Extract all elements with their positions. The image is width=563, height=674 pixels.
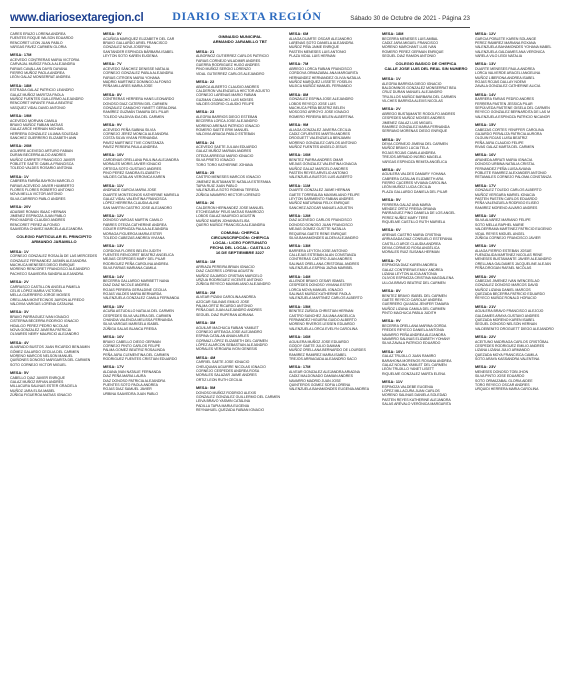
mesa-label: MESA: 9M xyxy=(289,122,309,127)
text-column-5 xyxy=(382,32,470,674)
member-names: ACEVEDO SÁNCHEZ DENISSE NATALIA CORNEJO GONZALEZ PABLA ALEJANDRA FARIAS CITROEN MARIA YOHANA MADRID MARTINEZ DOMINGO ALFONSO PEÑA MILLARES MARIA JOSE xyxy=(103,66,174,89)
mesa-block xyxy=(10,310,98,336)
mesa-block xyxy=(289,335,377,361)
date-page-line: Sábado 30 de Octubre de 2021 - Página 23 xyxy=(350,15,470,22)
mesa-block xyxy=(10,84,98,110)
member-names: CARDENAS ORELLANA PAULINA ALEJANDRA MORALES MORIS JAVIER IGNACIO ORTEGA SOTO GUSTAVO ANDRES PINO PEREZ SANDRA ELIZABETH VALDES CATALAN VERONICA KAREN xyxy=(103,157,179,180)
member-names: DIAZ ACEVEDO CARLOS FRANCISCO DONOSO DONOSO JUAN FRANCISCO MEJIAS GOMEZ GUSTTE NATALIA REQUENA GAETE RENE ENRIQUE SILVA BAHAMONDES ALDEN ALEJANDRO xyxy=(289,218,359,240)
mesa-block xyxy=(10,144,98,170)
member-names: CONTRERAS HERRERA HANS LEONARDO DONOSO DIAZ CATERIN DEL CARMEN GONZALEZ CAMACHO YANETT GERALDINA RAMÍREZ GUZMÁN TAMARA DEL PILAR TOLEDO VALDIVIA IDA DEL CARMEN xyxy=(103,97,177,119)
member-names: GONZALEZ ESPINA JOSE ALEJANDRO LOBOS REYECO JOSE LUIS MACHUCA PEÑA BEATRIZ BELEN MOSCOSO ARROYO JOSE IGNACIO ROMERO PEREIRA BELEN ALBERTINA xyxy=(289,97,354,119)
member-names: GALAZ TRUJILLO JUAN RAMIRO BARAHONA MORENOS ROXANA ANDREA GALAZ NOLINA YAMILET DEL CARMEN LEÓN TRUJILLO YANET LISETT RIQUELME GONZALEZ MARTA ELENA xyxy=(382,354,452,376)
member-names: AGUILAR MACHUCA FABIAN YAMILET CORNEJO ARTEAGA JOSE ALEJANDRO ESPINA CATALAN ANIAN ARLES GORMAZ LÓPEZ ELIZABETH DEL CARMEN LÓPEZ ALARCON SEBASTIAN ALEJANDRO MORALES VERGARA IVON GENESIS xyxy=(196,325,268,352)
member-names: ABREGO LORCA FABIAN FRANCISCO CORDOVA ORMAZABAL ANA MARGARITA HERNANDEZ HERNANDEZ OLIVIA NATALIA MUÑOZ MARQUEZ LISSETE YOSELIN MUJICA MUÑOZ MANUEL FERNANDO xyxy=(289,66,361,89)
section-heading: COLEGIO BASICO DE CHEPICA CALLE JOSE LUIS DEL REAL SIN NUMERO xyxy=(384,61,468,72)
member-names: DONOSO MUÑOZ RODRIGO ALEXIS GONZALEZ GONZALEZ GUILLERMO DEL CARMEN LEIVA BRAVO YASMIN CATALINA PADILLA TAPIA MARIA EUGENIA REYNAHUEL QUEZADA FABIAN IGNACIO xyxy=(196,390,281,413)
member-names: BECERRA ORELLANA MARINA GORDA FREDES REYECO DANIELA ANTONIA NAVARRO PEÑA ANDREA ALEJANDRA NAVARRO SALINAS ELIZABETH YOHANY SILVA ZAVALA PATRICIO EDUARDO xyxy=(382,324,451,346)
masthead-title: DIARIO SEXTA REGIÓN xyxy=(172,9,322,23)
member-names: GARCIA POBLETE KAREN SOLANGE PEREZ RAMIREZ MARIANA ROXANA VALENZUELA BAHAMONDES YOHANA MABEL VALENZUELA GALDAMES ANA VERONICA VARELA VILO LEIDI NATALIA xyxy=(475,36,552,58)
mesa-label: MESA: 22 xyxy=(196,79,215,84)
member-names: AGUILERA VALDES DAMARY YOHANA CABRERA CATALAN ELIZABETH ARA FIERRO CACERES VIVIANA CAROLINA LEÓN MUÑOZ LUCIA CECILIA PLAZA GALLARDO DANIELA DEL PILAR xyxy=(382,172,448,194)
site-url[interactable]: www.diariosextaregion.cl xyxy=(10,12,144,24)
mesa-label: MESA: 16M xyxy=(289,335,311,340)
mesa-label: MESA: 10V xyxy=(103,153,124,158)
member-names: BECERRA MENESES LUIS AMBAL CADIZ JARA MIGUEL FRANCISCO MORENO MARCHANT LUIS IVAN ROMERO PEREZ GERMAN ENRIQUE SEGUEL DIAZ RAMON ANTONIO xyxy=(382,36,444,58)
section-heading: COMUNA: CHEPICA CIRCUNSCRIPCIÓN: CHEPICA LOCAL: LICEO FORTUNATO FECHA DEL LOCAL: CASTILLO 16 DE SEPTIEMBRE 3227 xyxy=(210,230,270,255)
mesa-block xyxy=(475,153,563,179)
mesa-label: MESA: 8V xyxy=(382,289,401,294)
mesa-block xyxy=(196,141,284,167)
mesa-block xyxy=(475,184,563,210)
mesa-label: MESA: 12V xyxy=(103,213,124,218)
mesa-block xyxy=(475,214,563,240)
member-names: ALEGRIA BARRIGA DIEGO IGNACIO BALDOMINOS GONZALEZ MONSERRAT BEA CRUZ DURAN MANUEL ALEJANDRO TRUJILLOS MUÑOZ BARBARA DEL CARMEN VILCHES BARRIGA ALEXIS NICOLAS xyxy=(382,81,457,103)
mesa-block xyxy=(196,171,284,197)
mesa-block xyxy=(382,77,470,103)
mesa-label: MESA: 2M xyxy=(196,290,216,295)
mesa-block xyxy=(10,205,98,231)
mesa-label: MESA: 8V xyxy=(103,92,122,97)
mesa-block xyxy=(103,93,191,119)
member-names: ACEVEDO CONTRERAS MARIA VICTORIA CARVAJAL MUÑOZ PAOLA ALEJANDRA FARIAS CAVALLAN DAYSI DAYANA FIERRO MUÑOZ PAOLA ANDREA LEÓN GALAZ MONSERRAT ANDREA xyxy=(10,57,80,80)
member-names: CABEZAS CORTES YENIFFER CAROLINA GAJARDO PERALIZA PATRICIA AURORA OLGUIN ROJAS LUISA BEATRIZ PEÑA JARA CLAUDIO FELIPE RIVAS GALAZ MARTA DEL CARMEN xyxy=(475,127,544,149)
mesa-block xyxy=(475,305,563,331)
mesa-block xyxy=(289,123,377,149)
mesa-label: MESA: 1V xyxy=(382,76,401,81)
member-names: ACEVEDO SAETE JULIAN EDUARDO GALAZ MUÑOZ MARIAN ANDRES OTEIZA ARREGUI MARIO IGNACIO SILVA PRIETO IGNACIO TORO TORO KATHERINE JOHANA xyxy=(196,145,258,167)
mesa-block xyxy=(382,32,470,58)
member-names: BARRERA FARIAS PEDRO ANDRES FERRERA PASTEN JESSICA PILAR SEPÚLVEDA PASTENE GISELA DEL CARMEN REYECO GONZALEZ BERNARDITA DE LAS M VALENZUELA ESPINOZA PATRICIO NICANOR xyxy=(475,97,551,119)
mesa-block xyxy=(196,321,284,352)
mesa-label: MESA: 14V xyxy=(103,274,124,279)
mesa-label: MESA: 4M xyxy=(196,355,216,360)
mesa-label: MESA: 14V xyxy=(475,92,496,97)
member-names: ACUÑA ASTUDILLO NATALIA DEL CARMEN CESPEDES SILVA VALERIA DEL CARMEN CHANDIA VALENCIA MELISSA FERNANDA SILVA VARGAS MARISELA ISABEL ZÚÑIGA SALAS BLANCA FRESIA xyxy=(103,309,174,331)
mesa-label: MESA: 17V xyxy=(475,183,496,188)
mesa-label: MESA: 22V xyxy=(475,335,496,340)
mesa-block xyxy=(103,305,191,331)
mesa-block xyxy=(103,335,191,361)
section-heading: COLEGIO PARTICULAR EL PRINCIPITO ARMANDO JARAMILLO xyxy=(16,234,92,245)
mesa-label: MESA: 18V xyxy=(475,213,496,218)
mesa-label: MESA: 13V xyxy=(475,62,496,67)
mesa-block xyxy=(289,93,377,119)
text-column-4 xyxy=(289,32,377,674)
mesa-label: MESA: 19M xyxy=(10,114,32,118)
mesa-block xyxy=(289,153,377,179)
mesa-label: MESA: 26 xyxy=(196,201,215,206)
mesa-block xyxy=(475,123,563,149)
mesa-label: MESA: 5V xyxy=(382,198,401,203)
member-names: BENITEZ ZUÑIGA CHRISTIAN HERNAN CASTRO SANCHEZ JULIANA ANGELICA FERNANDEZ HIGUERA GUIDO ALBERTO MORENO RIVEROS LESSEN EDUARDO VALENZUELA LORCA EVELYN CAROLINA xyxy=(289,309,358,331)
text-column-3 xyxy=(196,32,284,674)
mesa-label: MESA: 20V xyxy=(10,204,31,209)
member-names: FERRERA GALAZ ANA MARIA MENDEZ ORTIZ FRESIA ORIANA PARRAGUEZ PINO DANIELA DE LOS ANGEL PEREZ NUÑEZ MARY TERE RIQUELME CASTILLO RUTH MARIELA xyxy=(382,202,456,225)
mesa-label: MESA: 23V xyxy=(475,365,496,370)
mesa-label: MESA: 18M xyxy=(382,32,404,36)
mesa-label: MESA: 19V xyxy=(475,244,496,249)
mesa-label: MESA: 20M xyxy=(10,144,32,149)
mesa-block xyxy=(196,110,284,136)
mesa-block xyxy=(103,214,191,240)
header-rule xyxy=(10,27,470,28)
mesa-label: MESA: 5M xyxy=(196,386,216,391)
member-names: ESPINOSA DIAZ KAREN ANDREA GALAZ CONTRERAS EMILY ANDREA LIZANA LEYTON ALICIA ANTONIA OLIVOS ESPINOZA CRISTINA MAGDALENA ULLOA BRAVO BEATRIZ DEL CARMEN xyxy=(382,263,454,285)
mesa-block xyxy=(475,365,563,391)
member-names: DUARTE MENESES PAULA ANDREA LORCA VALVERDE ARACELI ANGELINA MUÑOZ LIBERONA ANDREA ISABEL ROJAS ROJAS DALLAY NOEMI ZAVALA GONZALEZ CATHERINE ALICIA xyxy=(475,66,541,89)
member-names: ANDRADE GARCIA MARIA JOSE DUARTE MONTECINOS KATHERINE MARIELA GALAZ VIDAL VALENTINA FRANCISCA LÓPEZ HERRERA CLAUDIA ALINE SAN MARTIN CASTRO JOSE ALEJANDRO xyxy=(103,188,180,210)
mesa-label: MESA: 15V xyxy=(103,304,124,309)
mesa-label: MESA: 6M xyxy=(289,32,309,36)
mesa-label: MESA: 3V xyxy=(382,137,401,142)
member-names: AGUIRRE ACEVEDO ARTURO FABIAN DURAN BECERRA ALDO ANDRES MUÑOZ CARRETE FRANCISCO JAVIER POBLETE SAETE CAMILA FRANCISCA TOLEDO VALDES ROSARIO ANTONIA xyxy=(10,148,76,171)
member-names: ADASME ROMAN ISAAC HERNAN JIMENEZ ESPINOZA JUAN PABLO PINO MADRID CLAUDIO ANDRES RENCORET PEREZ ALFONSO SAAVEDRA CHAVEZ MARCELA ALEJANDRA xyxy=(10,209,83,231)
mesa-block xyxy=(10,341,98,367)
mesa-label: MESA: 13M xyxy=(289,244,311,249)
mesa-block xyxy=(196,356,284,382)
mesa-label: MESA: 15M xyxy=(289,304,311,309)
text-column-1 xyxy=(10,32,98,674)
member-names: ALIAGA DUARTE OSCAR ALEJANDRO LARENAS SOTO DANIELA ALEJANDRA MUÑOZ PIÑA JAIME ENRIQUE PASTEN MENESES LUIS ANTONIO PLAZA VIDAL LUIS HERNAN xyxy=(289,36,354,58)
member-names: BRAVO CABELLO DIEGO GERMAN CORNEJO PINTO CARLOS FELIPE PALMA GOMEZ BEATRIZ ROSALINDA PEÑA JARA CLEMENTINA DEL CARMEN RODRIGUEZ FUENTES CRISTIAN EDUARDO xyxy=(103,339,178,362)
mesa-block xyxy=(10,53,98,79)
mesa-label: MESA: 9V xyxy=(103,122,122,127)
mesa-block xyxy=(475,32,563,58)
mesa-label: MESA: 11V xyxy=(382,380,403,385)
mesa-label: MESA: 17V xyxy=(103,365,124,370)
mesa-label: MESA: 24 xyxy=(196,140,215,145)
member-names: ESTRADA GALAZ PATRICIO LEANDRO GALAZ MUÑOZ MARITZA PAOLA MUÑOZ FUENTES GUILLERMO ALEJANDRO RENCORET INFANTE PAULA BEATRIZ VASQUEZ VIDAL DAVID ANTONIO xyxy=(10,88,84,110)
mesa-block xyxy=(382,319,470,345)
member-names: ALDANA IVAN NATALIE FERNANDA DIAZ PEÑA MARIA LAURA DIAZ DONOSO PATRICIA ALEJANDRA PUENTES SOTO PAOLA ANDREA ROJAS DIAZ SAMUEL JAVIER URBINA SAAVEDRA JUAN PABLO xyxy=(103,370,166,396)
member-names: ABARCA ALBERTO CLAUDIO ANDRES CALDERON VALENZUELA HECTOR AGUSTO CORNEJO LARENAS MARIO FABIAN GUZMAN CAMACHO LUIS MOISES VALDES OSORIO CLAUDIO FELIPE xyxy=(196,84,270,106)
mesa-block xyxy=(289,244,377,270)
member-names: DONOSO VARGAS MARTIN CAMILO FABRES OTEIZA CATHERINE ANDREA GOLIER ESPINOZA PAULA ALEJANDRA MORAGA FIGUEROA MARIA ESTER TOLEDO CABEZAS ANDREA VIVIANA xyxy=(103,218,169,240)
mesa-block xyxy=(196,386,284,412)
mesa-label: MESA: 2V xyxy=(382,107,401,112)
member-names: BECERRA GALLARDO MARIBETT NANA DIAZ DIAZ NICOLE ANDREA ROJAS PEREIRA GERALDINE CECILIA ROJAS VALDES MARIA BERNARDA VALENZUELA GONZALEZ CAMILA FERNANDA xyxy=(103,279,180,301)
mesa-label: MESA: 25 xyxy=(196,170,215,175)
mesa-label: MESA: 9V xyxy=(382,319,401,324)
member-names: GONZALEZ TOLEDO CARLOS ALBERTO MUÑOZ VERGARA MARIEL IGNACIA PASTEN PASTEN CARLOS EDUARDO PEÑA VALENZUELA RODRIGO ELISEO RAMIREZ MORENO ALVARO ANDRES xyxy=(475,188,542,210)
mesa-block xyxy=(382,107,470,133)
mesa-label: MESA: 1M xyxy=(196,260,216,265)
mesa-label: MESA: 10V xyxy=(382,349,403,354)
mesa-block xyxy=(475,62,563,88)
member-names: ACUÑIGA MARIQUEZ ELIZABETH DEL CAR BRAVO GALLARDO ARIEL FRANCISCO GONZALEZ NOVA JOSEFINA SANTANDER ESPINOZA BÁRBARA ISABEL LEYTON SOTO KAREN EUGENIA xyxy=(103,36,175,58)
mesa-label: MESA: 3V xyxy=(10,310,29,315)
mesa-label: MESA: 18M xyxy=(10,83,32,88)
member-names: MENESES DONOSO TOBI JHON SILVA PINTO JOSE EDUARDO SOTO ORMAZABAL GLORIA AIDEE TORO REYECO OSCAR ANDRES URQUIDI HERRERA MARIA CAROLINA xyxy=(475,370,539,392)
member-names: ARANEDA ARRATI MARIA IGNACIA DONOSO URBINA NATALIA CRISTAL FERNANDEZ PEÑA LUISA AVIANA POBLETE RAMIREZ ALEXANDER ANTONIO RETAMALES CORNEJO PALOMA CONSTANZA xyxy=(475,157,552,180)
member-names: BRAVO PARRAGUEZ IVAN IGNACIO CISTERNA BECERRA RODRIGO IGNACIO HIDALGO PEREZ PEDRO NICOLAS NOVA GONZALEZ JAVIERA PATRICIA OLIVARES NEIRY MAURICIO ALEJANDRO xyxy=(10,315,80,337)
member-names: CALDERON HERNANDEZ JOSE MANUEL ETCHEGARAY PEUS MATIAS RAMIROZO LOBOS GALAZ MAURICIO AGUSTIN MUÑOZ MARIN JOHANNA ELISA QUERO MUÑOZ FRANCISCA ALEJANDRA xyxy=(196,205,266,228)
member-names: ALEGRIA BARRIOS DIEGO ESTEBAN BECERRA LORCA JOSE ALEJANDRO MORENO ARENAS PATRICIO IGNACIO ROMERO SAETE ERIK MANUEL VALDIVIA ARIAGA PABLO ESTEBAN xyxy=(196,114,260,137)
mesa-block xyxy=(10,280,98,306)
mesa-label: MESA: 12V xyxy=(475,32,496,36)
mesa-block xyxy=(475,275,563,301)
mesa-block xyxy=(196,291,284,317)
member-names: CORNEJO GONZALEZ ROSALÍA DE LAS MERCEDES GONZALEZ FERNANDEZ JASMÍN ALEJANDRA MACHUCA MENESES DIEGO ENRIQUE MORENO RENCORET FRANCISCO ALEJANDRO PACHECO SAAVEDRA SANDRA ALEJANDRA xyxy=(10,254,98,276)
mesa-block xyxy=(289,184,377,210)
mesa-label: MESA: 1V xyxy=(10,249,29,254)
mesa-label: MESA: 11V xyxy=(103,183,124,188)
member-names: ACEITUNO MADRIAGA CARLOS CRISTÓBAL CESPEDES RODRIGUEZ EMILIO ANDRES LIZANA LIZANA JULIO ARMANDO QUEZADA MOYA FRANCISCA CAMILA SOTO ARAYA KASSANDRA VALENTINA xyxy=(475,339,549,362)
mesa-label: MESA: 16V xyxy=(475,153,496,158)
mesa-label: MESA: 7V xyxy=(103,62,122,67)
member-names: ACEVEDO PEÑA SABINA SILVIA CORNEJO JEREZ MONICA ALEJANDRA COSTA SILVA VIVIAN FERNANDA PAVEZ MARTINEZ TIVE CONSTANZA PAVEZ PEREIRA PAULA ANDREA xyxy=(103,127,169,149)
member-names: ALIAGA FIERRO ESTEBAN JOSUE FUENZALIDA MARTINEZ NICOLAS RENE MENESES BUSTAMANTE JAVIER ALEJANDRO ORELLANA GALDAMES JACQUELINE ALEJAN PEÑA DROGAN RAFAEL NICOLAS xyxy=(475,248,552,271)
member-names: ARRIAZA PEREIRA BRIAN IGNACIO DIAZ CACERES LORENA AGUSTIN MUÑOZ GAJARDO CRISTIAN MARCELO URZUA RODRIGUEZ VICENTE ANTONIO ZÚÑIGA REYECO MAXIMILIANO ALEJANDRO xyxy=(196,265,271,287)
mesa-label: MESA: 10M xyxy=(289,153,311,158)
mesa-block xyxy=(196,80,284,106)
mesa-label: MESA: 4V xyxy=(382,167,401,172)
mesa-block xyxy=(103,153,191,179)
member-names: CORDOVA FLORES BELEN JUDITH FUENTES RENCORET BEATRIZ ANGELICA MEJIAS CESPEDES MARY DEL PILAR RODRIGUEZ PEÑA CAROLINA ANDREA SILVA FARIAS MARIANA CAMILA xyxy=(103,248,174,271)
mesa-label: MESA: 14M xyxy=(289,274,311,279)
mesa-block xyxy=(289,214,377,240)
mesa-label: MESA: 3M xyxy=(196,321,216,326)
mesa-label: MESA: 23 xyxy=(196,110,215,115)
member-names: CABRERA FARIÑA BAYRON MARCELO FARIAS ACEVEDO JAVIER HUMBERTO FLORES FLORES ROBERTO ANTONIO NOVA MELLA VICTOR ANTONIO SILVA CARRERO PABLO ANDRES xyxy=(10,179,75,201)
page-header xyxy=(10,6,470,24)
mesa-label: MESA: 8M xyxy=(289,92,309,97)
mesa-block xyxy=(475,335,563,361)
mesa-block xyxy=(382,198,470,224)
member-names: ALVEAR PIZANI CAROLINA ANDREA AZOCAR SALINAS EMILIO JOSE PALMA ORTIZ RICARDO ANTONIO PEÑA DIAS JUAN ALEJANDRO ANDRES SEGUEL DIAZ RUPERAN ADRIANA xyxy=(196,295,262,317)
mesa-block xyxy=(10,371,98,397)
mesa-label: MESA: 6V xyxy=(382,228,401,233)
mesa-label: MESA: 17M xyxy=(289,365,311,370)
mesa-block xyxy=(289,32,377,58)
mesa-block xyxy=(475,93,563,119)
mesa-label: MESA: 21V xyxy=(475,304,496,309)
member-names: AGUILERA BRAVO FRANCISCO ALEJOJO GALDAMES ARAYA GUSTAVO ANDRES QUEZADA MORENO KAREN ISABEL SEGUEL DONOSO NELSON HERNAN VALDEBENITO DROGUETT DIEGO ALEJANDRO xyxy=(475,309,554,331)
mesa-block xyxy=(289,275,377,301)
mesa-label: MESA: 11M xyxy=(289,183,311,188)
member-names: CASTRO MENESES MARCOS IGNACIO JIMENEZ BUSTAMANTE NATALIA ESTEFANIA TAPIA RUIZ JUAN PABLO VALENZUELA SOTO ROMINA TERESA ZÚÑIGA NAVARRO HECTOR LORENZO xyxy=(196,175,271,197)
columns-container xyxy=(10,32,554,674)
mesa-block xyxy=(103,184,191,210)
mesa-label: MESA: 7M xyxy=(289,62,309,67)
mesa-label: MESA: 4V xyxy=(10,340,29,345)
mesa-label: MESA: 1V xyxy=(10,174,29,179)
member-names: DUARTE GONZALEZ JAIME HERNAN GAETE TORREALBA MAXIMILIANO FELIPE LEYTON SARMIENTO FABIAN ANDRES MUÑOZ MATURANA FELIX ENRIQUE SANCHEZ AZOCAR MANUEL AGUSTIN xyxy=(289,188,360,210)
member-names: CABEZAS JIMENEZ IVAN WENCESLAO GONZALEZ DONOSO MARCOS DAVID MUÑOZ LIZANA DANIEL MARCOS QUEZADA BECERRA PATRICIO EDUARDO REYECO MUÑOZ RONALD HORACIO xyxy=(475,279,545,301)
mesa-label: MESA: 5V xyxy=(103,32,122,36)
member-names: ALVEAR GONZALEZ ALEJANDRA ARIADNA CADIZ MALDONADO DAMIAN ANDRES NAVARRO MADRID JUAN JOSE QUINTEROS GOMEZ SOFIA LORENA VALENZUELA BAHAMONDES EUGENIA ANDREA xyxy=(289,370,370,392)
mesa-block xyxy=(196,50,284,76)
member-names: BENITEZ BRAVO ISABEL DEL CARMEN GAETE REYECO CAROLAY ANDREA GUERRERO QUIJADA JENIFER TAMARA MUÑOZ LIZANA CAMILA DEL CARMEN PINTO MACHUCA PABLA JUDITH xyxy=(382,293,449,316)
member-names: CARRASCO CASTILLON ANGELA PAMELA CELIS LÓPEZ MARIA VICTORIA MELLA GUERRERO JORGE MOISES ORELLANA MONTECINOS JAIRON ALFREDO VALDIVIA VARGAS LORENA CATALINA xyxy=(10,284,85,307)
mesa-block xyxy=(289,62,377,88)
mesa-block xyxy=(289,365,377,391)
member-names: AGUILERA MUÑOZ JOSE EDUARDO GODOY GAETE JULIO DAMIAN MUÑOZ ORELLANA BERNARDO DE LOURDES RAMIREZ RAMIREZ MARIA ISABEL TREJOS ARRIAGADA ALEJANDRO SACO xyxy=(289,339,366,362)
mesa-label: MESA: 13V xyxy=(103,244,124,249)
mesa-block xyxy=(196,260,284,286)
mesa-block xyxy=(475,244,563,270)
member-names: ACEVEDO MORVAN CAMILA BRAVO MUÑOZ FABIAN MATIAS GALAZ ARCE HERNAN MICHAEL HERRERA GONZALEZ LILIANA SOLEDAD SANCHEZ GUERRERO ELIZABETH ANN xyxy=(10,118,79,140)
member-names: BENITEZ PARRA ANDRES OMAR MEJIAS GONZALEZ VALENTINA IGNACIA MUÑOZ GALAZ MARCELO ANDRES PASTEN REYES ARVELIO ANTONIO VALENZUELA BUSTOS LUIS ALBERTO xyxy=(289,157,357,180)
mesa-label: MESA: 20V xyxy=(475,274,496,279)
mesa-block xyxy=(103,365,191,396)
member-names: ABREGO BUSTAMANTE RODOLFO ANDRES CESPEDES MUÑOZ MOISES ANDRES JIMENEZ GALAZ LUIS MIGUEL RAMIREZ GONZALEZ MARIA FERNANDA SERRANO MORENAS DIEGO ENRIQUE xyxy=(382,111,456,134)
mesa-label: MESA: 16V xyxy=(103,335,124,340)
mesa-block xyxy=(382,138,470,164)
mesa-label: MESA: 5V xyxy=(10,371,29,376)
mesa-block xyxy=(10,250,98,276)
text-column-2 xyxy=(103,32,191,674)
mesa-label: MESA: 21 xyxy=(196,49,215,54)
mesa-block xyxy=(382,259,470,285)
mesa-block xyxy=(10,114,98,140)
member-names: ALIAGA GONZALEZ JAVIERA CECILIA CADIZ CIFUENTES MARTIN ANDRES DROGUETT VALENZUELA BENJAMIN MORENO GONZALEZ CARLOS ANTONIO MUÑOZ FUENTES ANGELO JESUS xyxy=(289,127,357,149)
mesa-block xyxy=(103,275,191,301)
text-column-6 xyxy=(475,32,563,674)
mesa-block xyxy=(10,32,98,49)
member-names: ARENAS CASTRO MARIA CRISTINA ARRIAGADA DIAZ CONSUELO ESTEFANIA CASTILLO ARCE CLAUDIA ANDREA DEVIA CORNEJO ROSA ANGÉLICA MORALES RUIZ SUSANA HERMAN xyxy=(382,233,453,255)
mesa-label: MESA: 2V xyxy=(10,280,29,285)
member-names: SILVA ALVAREZ MARIANO FELIPE SOTO MELLA RAPHEL MARIE VALDERRAMA MARTINEZ PATRICIO EUGENIO VIDAL REYES MIGUEL ANGEL ZÚÑIGA CORNEJO FRANCISCO JAVIER xyxy=(475,218,552,240)
mesa-label: MESA: 15V xyxy=(475,122,496,127)
mesa-block xyxy=(103,244,191,270)
member-names: ALVARADO BUSTOS JUAN RICARDO BENJAMIN GÓMEZ GALARDO CECILIA DEL CARMEN MORENO MARCOS NELSON MANUEL QUIÑONES DONOSO MARGARITA DEL CARMEN SOTO CORNEJO VICTOR MIGUEL xyxy=(10,345,91,367)
section-heading: GIMNASIO MUNICIPAL ARMANDO JARAMILLO TBT xyxy=(212,34,268,44)
member-names: ESPINOZA VALDEBE EUGENIA LÓPEZ MILLACURA JUAN CARLOS MORENO SALINAS DANIELA SOLEDAD PASTEN REYES KATHERINE ALEJANDRA SALAS ARÉVALO VERÓNICA MARGARITA xyxy=(382,384,451,406)
member-names: DEVIA CORNEJO JIMENA DEL CARMEN MUÑOZ BRAVO LUCIA TELA ROJAS ROJAS CAMILA ANDREA TREJOS ARRIADO INGRID MAGELA VARGAS ESPINOZA REMITA ANGÉLICA xyxy=(382,142,448,164)
member-names: ALBORNOZ GUTIERREZ CARLOS PATRICIO FARIAS CORNEJO WLADIMIR ANDRES GUERRA RODRIGUEZ HUGO ANDRES PINO MUÑOZ SERGIO LORENZO VIDAL GUTIERREZ CARLOS ALEJANDRO xyxy=(196,54,269,76)
member-names: CABELLO DIAZ JAVIER ENRIQUE GALAZ MUÑOZ BRYAN ANDRES MILLACURA SALINAS ESTER GRACIELA MUÑOZ JARA ELSA MABEL ZÚÑIGA FIGUEROA MATIAS IGNACIO xyxy=(10,375,77,398)
mesa-block xyxy=(289,305,377,331)
member-names: CARES ERAZO LORENA ANDREA FUENTES ROQUE WILSON EDUARDO RENCORET LEON JUAN PABLO VARGAS PAVEZ CARMEN GLORIA xyxy=(10,32,74,50)
mesa-block xyxy=(196,201,284,227)
mesa-block xyxy=(103,62,191,88)
member-names: CARRIEL SAETE JOSE IGNACIO CHEUQUIAN AGUIRRE NICOLAS IGNACIO CORNEJO CESPEDES ANDREA ROSA MORALES SALAZAR JAIME ANDRES ORTIZ LEON RUTH CECILIA xyxy=(196,360,266,382)
mesa-label: MESA: 12M xyxy=(289,213,311,218)
mesa-label: MESA: 17M xyxy=(10,53,32,58)
member-names: BARRERA LEYTON JOSE ANTONIO CALLEJAS ESTEBAN ALAN CONSTANZA CONTRERAS CASTRO JUAN ANDRES SALINAS ORELLANA CRISTOBAL ANDRES VALENZUELA ESPINA JAZNA MARIBEL xyxy=(289,248,360,271)
mesa-block xyxy=(382,289,470,315)
mesa-label: MESA: 7V xyxy=(382,258,401,263)
mesa-block xyxy=(103,32,191,58)
mesa-block xyxy=(382,228,470,254)
mesa-block xyxy=(382,350,470,376)
mesa-block xyxy=(382,168,470,194)
mesa-block xyxy=(382,380,470,406)
member-names: ALLENDE BRAVO CESAR ISMAEL CESPEDES DONOSO VIVIANA ESTER LORCA MOYA MANUEL IGNACIO SALINAS MUÑOZ KATHERINE PAOLA VALENZUELA MARTINEZ CARLOS ALBERTO xyxy=(289,279,363,301)
mesa-block xyxy=(10,175,98,201)
mesa-block xyxy=(103,123,191,149)
